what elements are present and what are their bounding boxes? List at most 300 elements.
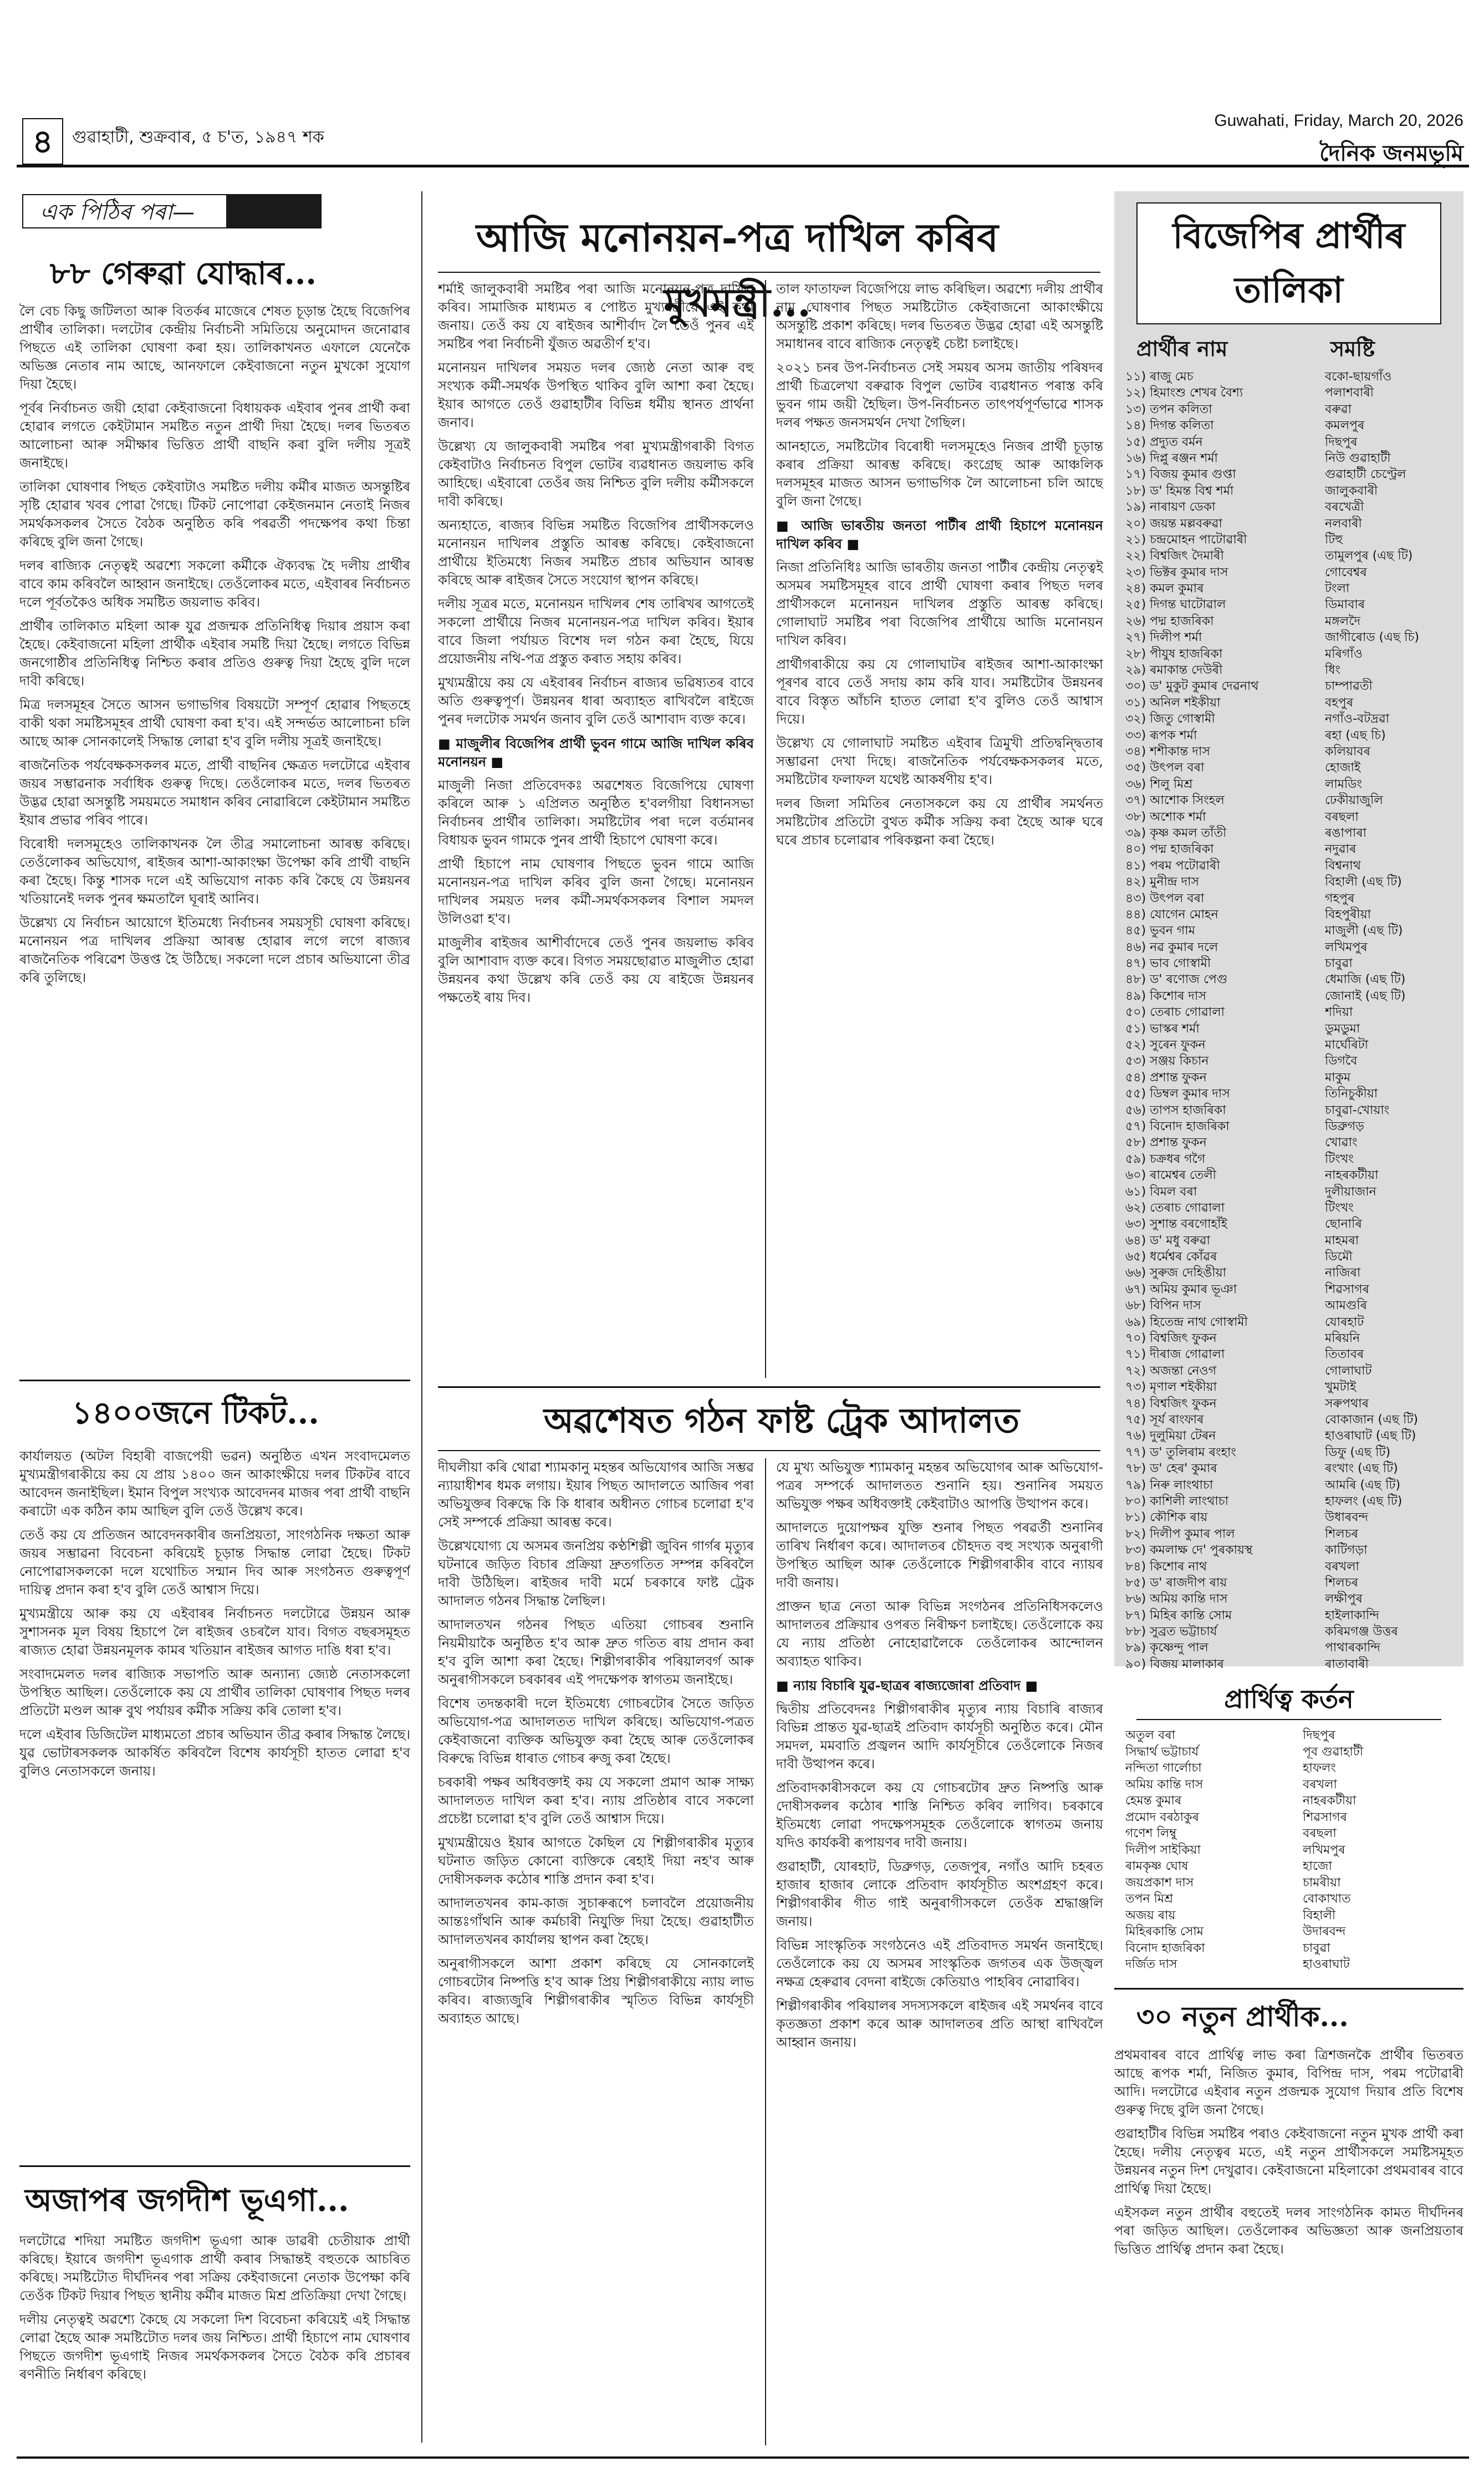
footer-rule xyxy=(17,2456,1469,2459)
newcand-body xyxy=(1114,2046,1463,2290)
dropped-name: দিলীপ সাইকিয়া xyxy=(1125,1843,1201,1857)
newcand-headline: ৩০ নতুন প্ৰাৰ্থীক... xyxy=(1136,2000,1349,2033)
paragraph: অন্যহাতে, ৰাজ্যৰ বিভিন্ন সমষ্টিত বিজেপিৰ প্ৰাৰ্থীসকলেও মনোনয়ন দাখিলৰ প্ৰস্তুতি আৰম্ভ কৰিছে। কেইবাজনো প্ৰাৰ্থীয়ে ইতিমধ্যে নিজৰ সমষ্টিত প্ৰচাৰ অভিযান আৰম্ভ কৰিছে আৰু ৰাইজৰ সৈতে সংযোগ স্থাপন কৰিছে। xyxy=(438,517,754,588)
dropped-row xyxy=(1125,1924,1458,1940)
dropped-constituency: বিহালী xyxy=(1303,1908,1336,1922)
candidate-constituency: সৰুপথাৰ xyxy=(1325,1396,1369,1411)
paragraph: প্ৰাৰ্থী হিচাপে নাম ঘোষণাৰ পিছতে ভুবন গামে আজি মনোনয়ন-পত্ৰ দাখিল কৰিব বুলি জনা গৈছে। মনোনয়ন দাখিলৰ সময়ত দলৰ কৰ্মী-সমৰ্থকসকলৰ বিশাল সমদল উলিওৱা হ'ব। xyxy=(438,856,754,927)
candidate-row xyxy=(1125,1640,1458,1656)
candidate-constituency: চাবুৱা xyxy=(1325,957,1353,971)
candidate-name: ২৮) পীযুষ হাজৰিকা xyxy=(1125,647,1223,661)
candidate-row xyxy=(1125,434,1458,450)
candidate-name: ৮৯) কৃষ্ণেন্দু পাল xyxy=(1125,1641,1208,1655)
candidate-name: ৬৪) ড' মধু বৰুৱা xyxy=(1125,1233,1210,1248)
divider xyxy=(19,2165,410,2167)
candidate-constituency: গুৱাহাটী চেণ্ট্ৰেল xyxy=(1325,467,1406,482)
dropped-constituency: বৰছলা xyxy=(1303,1827,1337,1840)
candidate-row xyxy=(1125,744,1458,760)
candidate-constituency: আমৰি (এছ টি) xyxy=(1325,1478,1401,1492)
candidate-row xyxy=(1125,1608,1458,1624)
candidate-row xyxy=(1125,1379,1458,1395)
candidate-row xyxy=(1125,939,1458,955)
candidate-constituency: হাওৰাঘাট (এছ টি) xyxy=(1325,1429,1416,1443)
dropped-row xyxy=(1125,1727,1458,1744)
candidate-name: ৩০) ড' মুকুট কুমাৰ দেৱনাথ xyxy=(1125,679,1259,694)
candidate-constituency: কাটিগড়া xyxy=(1325,1543,1368,1558)
candidate-name: ২২) বিশ্বজিৎ দৈমাৰী xyxy=(1125,549,1224,563)
paragraph: মুখ্যমন্ত্ৰীয়ে কয় যে এইবাৰৰ নিৰ্বাচন ৰাজ্যৰ ভৱিষ্যতৰ বাবে অতি গুৰুত্বপূৰ্ণ। উন্নয়নৰ ধাৰা অব্যাহত ৰাখিবলৈ ৰাইজে পুনৰ দলটোক সমৰ্থন জনাব বুলি তেওঁ আশাবাদ ব্যক্ত কৰে। xyxy=(438,675,754,727)
candidate-row xyxy=(1125,548,1458,564)
dropped-title: প্ৰাৰ্থিত্ব কৰ্তন xyxy=(1224,1684,1354,1714)
candidate-constituency: বহপুৰ xyxy=(1325,695,1354,710)
candidate-name: ৫৩) সঞ্জয় কিচান xyxy=(1125,1054,1209,1069)
dropped-name: অজয় ৰায় xyxy=(1125,1908,1176,1922)
dropped-row xyxy=(1125,1760,1458,1777)
candidate-row xyxy=(1125,1444,1458,1461)
candidate-name: ৭৭) ড' তুলিৰাম ৰংহাং xyxy=(1125,1445,1236,1459)
paragraph: দলৰ ৰাজ্যিক নেতৃত্বই অৱশ্যে সকলো কৰ্মীকে ঐক্যবদ্ধ হৈ দলীয় প্ৰাৰ্থীৰ বাবে কাম কৰিবলৈ আহ্বান জনাইছে। তেওঁলোকৰ মতে, এইবাৰৰ নিৰ্বাচনত দলে পূৰ্বতকৈও অধিক সমষ্টিত জয়লাভ কৰিব। xyxy=(19,558,410,610)
candidate-constituency: জোনাই (এছ টি) xyxy=(1325,989,1406,1003)
candidate-row xyxy=(1125,728,1458,744)
candidate-row xyxy=(1125,841,1458,857)
dropped-row xyxy=(1125,1875,1458,1891)
candidate-constituency: নলবাৰী xyxy=(1325,516,1362,531)
candidate-constituency: চাবুৱা-খোয়াং xyxy=(1325,1103,1390,1117)
paragraph: পূৰ্বৰ নিৰ্বাচনত জয়ী হোৱা কেইবাজনো বিধায়কক এইবাৰ পুনৰ প্ৰাৰ্থী কৰা হোৱাৰ লগতে কেইটামান সমষ্টিত নতুন প্ৰাৰ্থী দিয়া হৈছে। দলৰ ভিতৰত আলোচনা আৰু সমীক্ষাৰ ভিত্তিত প্ৰাৰ্থী বাছনি কৰা বুলি দলীয় সূত্ৰই জনাইছে। xyxy=(19,400,410,471)
candidate-constituency: শিৱসাগৰ xyxy=(1325,1282,1369,1296)
candidate-name: ৮৫) ড' ৰাজদীপ ৰায় xyxy=(1125,1575,1227,1590)
candidate-name: ৩২) জিতু গোস্বামী xyxy=(1125,712,1215,726)
dropped-constituency: চাবুৱা xyxy=(1303,1941,1330,1955)
candidate-name: ৬২) তেৰাচ গোৱালা xyxy=(1125,1201,1225,1215)
candidate-name: ১৪) দিগন্ত কলিতা xyxy=(1125,419,1214,433)
kicker-bar xyxy=(226,195,320,227)
candidate-name: ৪৫) ভুবন গাম xyxy=(1125,924,1195,938)
candidate-name: ২৫) দিগন্ত ঘাটোৱাল xyxy=(1125,598,1226,612)
candidate-constituency: ডিগবৈ xyxy=(1325,1054,1358,1069)
candidate-name: ৪৪) যোগেন মোহন xyxy=(1125,907,1218,922)
candidate-name: ৭৫) সূৰ্য ৰাংফাৰ xyxy=(1125,1413,1204,1427)
paragraph: মনোনয়ন দাখিলৰ সময়ত দলৰ জ্যেষ্ঠ নেতা আৰু বহু সংখ্যক কৰ্মী-সমৰ্থক উপস্থিত থাকিব বুলি আশা কৰা হৈছে। ইয়াৰ আগতে তেওঁ গুৱাহাটীৰ বিভিন্ন ধৰ্মীয় স্থানত প্ৰাৰ্থনা জনাব। xyxy=(438,360,754,430)
dropped-row xyxy=(1125,1956,1458,1973)
candidate-row xyxy=(1125,988,1458,1004)
candidate-row xyxy=(1125,711,1458,727)
dropped-row xyxy=(1125,1940,1458,1957)
story1-headline: ৮৮ গেৰুৱা যোদ্ধাৰ... xyxy=(50,255,317,292)
candidate-constituency: বিশ্বনাথ xyxy=(1325,858,1361,873)
candidate-row xyxy=(1125,1509,1458,1525)
candidate-row xyxy=(1125,1216,1458,1232)
candidate-constituency: ৰংখাং (এছ টি) xyxy=(1325,1462,1398,1476)
candidate-list xyxy=(1125,369,1458,1672)
candidate-row xyxy=(1125,1396,1458,1412)
candidate-name: ৩৩) ৰূপক শৰ্মা xyxy=(1125,728,1197,742)
candidate-row xyxy=(1125,1461,1458,1477)
candidate-constituency: ডুমডুমা xyxy=(1325,1021,1360,1036)
dropped-name: ৰামকৃষ্ণ ঘোষ xyxy=(1125,1859,1189,1873)
paragraph: বিশেষ তদন্তকাৰী দলে ইতিমধ্যে গোচৰটোৰ সৈতে জড়িত অভিযোগ-পত্ৰ আদালতত দাখিল কৰিছে। অভিযোগ-পত্ৰত কেইবাজনো ব্যক্তিক অভিযুক্ত কৰা হৈছে আৰু তেওঁলোকৰ বিৰুদ্ধে বিভিন্ন ধাৰাত গোচৰ ৰুজু কৰা হৈছে। xyxy=(438,1696,754,1766)
candidate-row xyxy=(1125,1314,1458,1330)
candidate-constituency: নাজিৰা xyxy=(1325,1266,1361,1280)
candidate-row xyxy=(1125,1656,1458,1672)
candidate-name: ৩১) অনিল শইকীয়া xyxy=(1125,695,1221,710)
candidate-row xyxy=(1125,825,1458,841)
candidate-name: ২০) জয়ন্ত মল্লবৰুৱা xyxy=(1125,516,1222,531)
candidate-name: ১২) হিমাংশু শেখৰ বৈশ্য xyxy=(1125,386,1243,400)
candidate-constituency: ৰাতাবাৰী xyxy=(1325,1657,1369,1671)
paragraph: প্ৰথমবাৰৰ বাবে প্ৰাৰ্থিত্ব লাভ কৰা ত্ৰিশজনকৈ প্ৰাৰ্থীৰ ভিতৰত আছে ৰূপক শৰ্মা, নিজিত কুমাৰ, বিপিন্দ্ৰ দাস, পৰম পটোৱাৰী আদি। দলটোৱে এইবাৰ নতুন প্ৰজন্মক সুযোগ দিয়াৰ প্ৰতি বিশেষ গুৰুত্ব দিছে বুলি জনা গৈছে। xyxy=(1114,2047,1463,2118)
paragraph: মুখ্যমন্ত্ৰীয়েও ইয়াৰ আগতে কৈছিল যে শিল্পীগৰাকীৰ মৃত্যুৰ ঘটনাত জড়িত কোনো ব্যক্তিকে ৰেহাই দিয়া নহ'ব আৰু দোষীসকলক কঠোৰ শাস্তি প্ৰদান কৰা হ'ব। xyxy=(438,1835,754,1887)
candidate-row xyxy=(1125,1249,1458,1265)
paragraph: গুৱাহাটীৰ বিভিন্ন সমষ্টিৰ পৰাও কেইবাজনো নতুন মুখক প্ৰাৰ্থী কৰা হৈছে। দলীয় নেতৃত্বৰ মতে, এই নতুন প্ৰাৰ্থীসকলে সমষ্টিসমূহত উন্নয়নৰ নতুন দিশ দেখুৱাব। কেইবাজনো মহিলাকো প্ৰথমবাৰৰ বাবে প্ৰাৰ্থিত্ব দিয়া হৈছে। xyxy=(1114,2126,1463,2196)
candidate-name: ৪৯) কিশোৰ দাস xyxy=(1125,989,1206,1003)
paragraph: আদালতে দুয়োপক্ষৰ যুক্তি শুনাৰ পিছত পৰৱৰ্তী শুনানিৰ তাৰিখ নিৰ্ধাৰণ কৰে। আদালতৰ চৌহদত বহু সংখ্যক অনুৰাগী উপস্থিত আছিল আৰু তেওঁলোকে শিল্পীগৰাকীৰ বাবে ন্যায়ৰ দাবী জনায়। xyxy=(776,1520,1103,1590)
main-headline: আজি মনোনয়ন-পত্ৰ দাখিল কৰিব মুখমন্ত্ৰী... xyxy=(476,215,998,325)
candidate-row xyxy=(1125,1526,1458,1542)
candidate-name: ৬৩) সুশান্ত বৰগোহাঁই xyxy=(1125,1217,1227,1232)
paragraph: অনুৰাগীসকলে আশা প্ৰকাশ কৰিছে যে সোনকালেই গোচৰটোৰ নিষ্পত্তি হ'ব আৰু প্ৰিয় শিল্পীগৰাকীয়ে ন্যায় লাভ কৰিব। ৰাজ্যজুৰি শিল্পীগৰাকীৰ স্মৃতিত বিভিন্ন কাৰ্যসূচী অব্যাহত আছে। xyxy=(438,1956,754,2026)
candidate-constituency: টিহু xyxy=(1325,532,1343,547)
dropped-row xyxy=(1125,1891,1458,1908)
candidate-name: ৭২) অজন্তা নেওগ xyxy=(1125,1364,1217,1378)
candidate-constituency: পাথাৰকান্দি xyxy=(1325,1641,1381,1655)
divider xyxy=(1136,1719,1441,1720)
candidate-constituency: বিহপুৰীয়া xyxy=(1325,907,1371,922)
candidate-row xyxy=(1125,1070,1458,1086)
candidate-name: ৬৯) হিতেন্দ্ৰ নাথ গোস্বামী xyxy=(1125,1315,1248,1329)
dropped-constituency: বোকাখাত xyxy=(1303,1892,1351,1906)
paragraph: আদালতখনৰ কাম-কাজ সুচাৰুৰূপে চলাবলৈ প্ৰয়োজনীয় আন্তঃগাঁথনি আৰু কৰ্মচাৰী নিযুক্তি দিয়া হৈছে। গুৱাহাটীত আদালতখনৰ কাৰ্যালয় স্থাপন কৰা হৈছে। xyxy=(438,1895,754,1947)
candidate-constituency: বোকাজান (এছ টি) xyxy=(1325,1413,1419,1427)
story3-headline: অজাপৰ জগদীশ ভূএগা... xyxy=(25,2182,349,2219)
column-rule xyxy=(421,191,422,2443)
candidate-name: ৫১) ভাস্কৰ শৰ্মা xyxy=(1125,1021,1200,1036)
candidate-row xyxy=(1125,401,1458,418)
candidate-name: ৮৮) সুব্ৰত ভট্টাচাৰ্য xyxy=(1125,1625,1217,1639)
candidate-constituency: ৰঙাপাৰা xyxy=(1325,826,1366,840)
candidate-constituency: লক্ষীপুৰ xyxy=(1325,1592,1363,1606)
dropped-name: প্ৰমোদ বৰঠাকুৰ xyxy=(1125,1810,1199,1824)
dropped-name: অতুল বৰা xyxy=(1125,1728,1175,1742)
candidate-name: ৫৮) প্ৰশান্ত ফুকন xyxy=(1125,1136,1207,1150)
masthead-rule xyxy=(17,165,1469,167)
candidate-constituency: টিংখং xyxy=(1325,1201,1354,1215)
candidate-constituency: হোজাই xyxy=(1325,761,1361,775)
paragraph: উল্লেখ্য যে নিৰ্বাচন আয়োগে ইতিমধ্যে নিৰ্বাচনৰ সময়সূচী ঘোষণা কৰিছে। মনোনয়ন পত্ৰ দাখিলৰ প্ৰক্ৰিয়া আৰম্ভ হোৱাৰ লগে লগে ৰাজ্যৰ ৰাজনৈতিক পৰিৱেশ উত্তপ্ত হৈ উঠিছে। সকলো দলে প্ৰচাৰ অভিযানো তীব্ৰ কৰি তুলিছে। xyxy=(19,915,410,985)
paragraph: শিল্পীগৰাকীৰ পৰিয়ালৰ সদস্যসকলে ৰাইজৰ এই সমৰ্থনৰ বাবে কৃতজ্ঞতা প্ৰকাশ কৰে আৰু আদালতৰ প্ৰতি আস্থা ৰাখিবলৈ আহ্বান জনায়। xyxy=(776,1998,1103,2050)
candidate-name: ১১) ৰাজু মেচ xyxy=(1125,370,1194,384)
dropped-constituency: হাজো xyxy=(1303,1859,1332,1873)
candidate-row xyxy=(1125,516,1458,532)
candidate-row xyxy=(1125,499,1458,515)
candidate-name: ৫২) সুৰেন ফুকন xyxy=(1125,1038,1206,1052)
candidate-name: ৭৯) নিৰু লাংথাচা xyxy=(1125,1478,1213,1492)
candidate-constituency: কৰিমগঞ্জ উত্তৰ xyxy=(1325,1625,1398,1639)
candidate-constituency: হাইলাকান্দি xyxy=(1325,1608,1379,1622)
paragraph: শৰ্মাই জালুকবাৰী সমষ্টিৰ পৰা আজি মনোনয়ন-পত্ৰ দাখিল কৰিব। সামাজিক মাধ্যমত ৰ পোষ্টত মুখ্যমন্ত্ৰীয়ে এই কথা জনায়। তেওঁ কয় যে ৰাইজৰ আশীৰ্বাদ লৈ তেওঁ পুনৰ এই সমষ্টিৰ পৰা নিৰ্বাচনী যুঁজত অৱতীৰ্ণ হ'ব। xyxy=(438,281,754,352)
paragraph: এইসকল নতুন প্ৰাৰ্থীৰ বহুতেই দলৰ সাংগঠনিক কামত দীৰ্ঘদিনৰ পৰা জড়িত আছিল। তেওঁলোকৰ অভিজ্ঞতা আৰু জনপ্ৰিয়তাৰ ভিত্তিত প্ৰাৰ্থিত্ব প্ৰদান কৰা হৈছে। xyxy=(1114,2205,1463,2257)
candidate-name: ৪৬) নৱ কুমাৰ দলে xyxy=(1125,940,1218,954)
candidate-row xyxy=(1125,1053,1458,1069)
dropped-constituency: হাওৰাঘাট xyxy=(1303,1957,1350,1971)
candidate-name: ৩৬) শিলু মিশ্ৰ xyxy=(1125,777,1193,791)
candidate-name: ২৭) দিলীপ শৰ্মা xyxy=(1125,630,1202,645)
candidate-constituency: নাহৰকটীয়া xyxy=(1325,1168,1379,1183)
candidate-constituency: লামডিং xyxy=(1325,777,1362,791)
candidate-row xyxy=(1125,418,1458,434)
paper-name: দৈনিক জনমভূমি xyxy=(1319,141,1463,166)
candidate-row xyxy=(1125,809,1458,825)
paragraph: মাজুলীৰ ৰাইজৰ আশীৰ্বাদেৰে তেওঁ পুনৰ জয়লাভ কৰিব বুলি আশাবাদ ব্যক্ত কৰে। বিগত সময়ছোৱাত মাজুলীত হোৱা উন্নয়নৰ কথা উল্লেখ কৰি তেওঁ কয় যে ৰাইজে উন্নয়নৰ পক্ষতেই ৰায় দিব। xyxy=(438,935,754,1005)
dropped-row xyxy=(1125,1809,1458,1826)
candidate-name: ৩৮) অশোক শৰ্মা xyxy=(1125,810,1206,824)
divider xyxy=(19,1380,410,1381)
candidate-constituency: খুমটাই xyxy=(1325,1380,1356,1395)
candidate-name: ৮৬) অমিয় কান্তি দাস xyxy=(1125,1592,1228,1606)
candidate-constituency: মঙ্গলদৈ xyxy=(1325,614,1360,628)
candidate-constituency: কলিয়াবৰ xyxy=(1325,744,1371,759)
candidate-name: ২৬) পদ্ম হাজৰিকা xyxy=(1125,614,1214,628)
second-headline: অৱশেষত গঠন ফাষ্ট ট্ৰেক আদালত xyxy=(544,1400,1019,1441)
candidate-constituency: আমগুৰি xyxy=(1325,1299,1368,1313)
candidate-name: ৫৬) তাপস হাজৰিকা xyxy=(1125,1103,1226,1117)
paragraph: দলৰ জিলা সমিতিৰ নেতাসকলে কয় যে প্ৰাৰ্থীৰ সমৰ্থনত সমষ্টিটোৰ প্ৰতিটো বুথত কৰ্মীক সক্ৰিয় কৰা হৈছে আৰু ঘৰে ঘৰে প্ৰচাৰ চলোৱাৰ পৰিকল্পনা কৰা হৈছে। xyxy=(776,796,1103,848)
candidate-name: ৭০) বিশ্বজিৎ ফুকন xyxy=(1125,1331,1217,1346)
candidate-constituency: উধাৰবন্দ xyxy=(1325,1510,1369,1525)
paragraph: তাল ফাতাফল বিজেপিয়ে লাভ কৰিছিল। অৱশ্যে দলীয় প্ৰাৰ্থীৰ নাম ঘোষণাৰ পিছত সমষ্টিটোত কেইবাজনো আকাংক্ষীয়ে অসন্তুষ্টি প্ৰকাশ কৰিছে। দলৰ ভিতৰত উদ্ভৱ হোৱা এই অসন্তুষ্টি সমাধানৰ বাবে ৰাজ্যিক নেতৃত্বই চেষ্টা চলাইছে। xyxy=(776,281,1103,352)
candidate-constituency: শিলচৰ xyxy=(1325,1575,1358,1590)
candidate-row xyxy=(1125,483,1458,499)
candidate-name: ৫৯) চক্ৰধৰ গগৈ xyxy=(1125,1152,1206,1166)
candidate-row xyxy=(1125,1330,1458,1346)
paragraph: দলে এইবাৰ ডিজিটেল মাধ্যমতো প্ৰচাৰ অভিযান তীব্ৰ কৰাৰ সিদ্ধান্ত লৈছে। যুৱ ভোটাৰসকলক আকৰ্ষিত কৰিবলৈ বিশেষ কাৰ্যসূচী হাতত লোৱা হ'ব বুলিও নেতাসকলে জনায়। xyxy=(19,1727,410,1779)
dropped-name: তপন মিশ্ৰ xyxy=(1125,1892,1174,1906)
candidate-name: ৭৩) মৃণাল শইকীয়া xyxy=(1125,1380,1217,1395)
dropped-constituency: বৰখলা xyxy=(1303,1777,1337,1792)
candidate-constituency: বৰছলা xyxy=(1325,810,1359,824)
dropped-constituency: উদাৰবন্দ xyxy=(1303,1925,1346,1939)
candidate-row xyxy=(1125,1559,1458,1575)
candidate-row xyxy=(1125,450,1458,466)
candidate-row xyxy=(1125,1575,1458,1591)
masthead xyxy=(17,108,1469,169)
candidate-name: ৮৩) কমলাক্ষ দে' পুৰকায়স্থ xyxy=(1125,1543,1253,1558)
paragraph: তালিকা ঘোষণাৰ পিছত কেইবাটাও সমষ্টিত দলীয় কৰ্মীৰ মাজত অসন্তুষ্টিৰ সৃষ্টি হোৱাৰ খবৰ পোৱা গৈছে। টিকট নোপোৱা কেইজনমান নেতাই নিজৰ সমৰ্থকসকলৰ সৈতে বৈঠক অনুষ্ঠিত কৰি পৰৱৰ্তী পদক্ষেপৰ কথা চিন্তা কৰিছে বুলি জনা গৈছে। xyxy=(19,479,410,550)
date-english: Guwahati, Friday, March 20, 2026 xyxy=(1214,111,1463,130)
candidate-row xyxy=(1125,564,1458,581)
candidate-row xyxy=(1125,955,1458,971)
candidate-row xyxy=(1125,532,1458,548)
divider xyxy=(1114,1988,1463,1990)
candidate-constituency: দিছপুৰ xyxy=(1325,435,1358,449)
candidate-constituency: টংলা xyxy=(1325,582,1350,596)
dropped-name: সিদ্ধাৰ্থ ভট্টাচাৰ্য xyxy=(1125,1744,1199,1759)
candidate-name: ৫৭) বিনোদ হাজৰিকা xyxy=(1125,1119,1230,1133)
candidate-row xyxy=(1125,1346,1458,1362)
candidate-name: ৪১) পৰম পটোৱাৰী xyxy=(1125,858,1220,873)
paragraph: উল্লেখ্য যে গোলাঘাট সমষ্টিত এইবাৰ ত্ৰিমুখী প্ৰতিদ্বন্দ্বিতাৰ সম্ভাৱনা দেখা দিছে। ৰাজনৈতিক পৰ্যবেক্ষকসকলৰ মতে, সমষ্টিটোৰ ফলাফল যথেষ্ট আকৰ্ষণীয় হ'ব। xyxy=(776,735,1103,787)
candidate-row xyxy=(1125,1542,1458,1558)
candidate-row xyxy=(1125,629,1458,645)
dropped-name: অমিয় কান্তি দাস xyxy=(1125,1777,1203,1792)
candidate-constituency: বিহালী (এছ টি) xyxy=(1325,875,1402,889)
kicker-box xyxy=(22,194,322,228)
candidate-row xyxy=(1125,1428,1458,1444)
dropped-constituency: নাহৰকটীয়া xyxy=(1303,1794,1356,1808)
paragraph: প্ৰাৰ্থীগৰাকীয়ে কয় যে গোলাঘাটৰ ৰাইজৰ আশা-আকাংক্ষা পূৰণৰ বাবে তেওঁ সদায় কাম কৰি যাব। সমষ্টিটোৰ উন্নয়নৰ বাবে বিস্তৃত আঁচনি হাতত লোৱা হ'ব বুলিও তেওঁ আশ্বাস দিয়ে। xyxy=(776,657,1103,727)
dropped-name: নন্দিতা গাৰ্লোচা xyxy=(1125,1761,1202,1775)
candidate-name: ৮০) কাশিলী লাংথাচা xyxy=(1125,1494,1229,1508)
candidate-constituency: হাফলং (এছ টি) xyxy=(1325,1494,1403,1508)
paragraph: দলটোৱে শদিয়া সমষ্টিত জগদীশ ভূএগা আৰু ডাৱৰী চেতীয়াক প্ৰাৰ্থী কৰিছে। ইয়াৰে জগদীশ ভূএগাক প্ৰাৰ্থী কৰাৰ সিদ্ধান্তই বহুতকে আচৰিত কৰিছে। সমষ্টিটোত দীৰ্ঘদিনৰ পৰা সক্ৰিয় কেইবাজনো নেতাক উপেক্ষা কৰি তেওঁক টিকট দিয়াৰ পিছত স্থানীয় কৰ্মীৰ মাজত মিশ্ৰ প্ৰতিক্ৰিয়া দেখা গৈছে। xyxy=(19,2233,410,2303)
candidate-row xyxy=(1125,1102,1458,1118)
candidate-row xyxy=(1125,1281,1458,1298)
candidate-constituency: ধেমাজি (এছ টি) xyxy=(1325,973,1406,987)
paragraph: গুৱাহাটী, যোৰহাট, ডিব্ৰুগড়, তেজপুৰ, নগাঁও আদি চহৰত হাজাৰ হাজাৰ লোকে প্ৰতিবাদ কাৰ্যসূচীত অংশগ্ৰহণ কৰে। শিল্পীগৰাকীৰ গীত গাই অনুৰাগীসকলে তেওঁক শ্ৰদ্ধাঞ্জলি জনায়। xyxy=(776,1859,1103,1929)
dropped-constituency: চামৰীয়া xyxy=(1303,1875,1341,1890)
dropped-name: হেমন্ত কুমাৰ xyxy=(1125,1794,1182,1808)
paragraph: মাজুলী নিজা প্ৰতিবেদকঃ অৱশেষত বিজেপিয়ে ঘোষণা কৰিলে আৰু ১ এপ্ৰিলত অনুষ্ঠিত হ'বলগীয়া বিধানসভা নিৰ্বাচনৰ প্ৰাৰ্থীৰ তালিকা। সমষ্টিটোৰ পৰা দলে বৰ্তমানৰ বিধায়ক ভুবন গামকে পুনৰ প্ৰাৰ্থী হিচাপে ঘোষণা কৰে। xyxy=(438,777,754,848)
paragraph: আদালতখন গঠনৰ পিছত এতিয়া গোচৰৰ শুনানি নিয়মীয়াকৈ অনুষ্ঠিত হ'ব আৰু দ্ৰুত গতিত ৰায় প্ৰদান কৰা হ'ব বুলি আশা কৰা হৈছে। শিল্পীগৰাকীৰ পৰিয়ালবৰ্গ আৰু অনুৰাগীসকলে চৰকাৰৰ এই পদক্ষেপক স্বাগতম জনাইছে। xyxy=(438,1617,754,1687)
candidate-constituency: মাজুলী (এছ টি) xyxy=(1325,924,1403,938)
candidate-constituency: তামুলপুৰ (এছ টি) xyxy=(1325,549,1413,563)
column-rule xyxy=(765,1458,766,2445)
candidate-constituency: মৰিগাঁও xyxy=(1325,647,1363,661)
candidate-name: ২৩) ভিক্টৰ কুমাৰ দাস xyxy=(1125,565,1228,579)
candidate-name: ৬৫) ধৰ্মেশ্বৰ কোঁৱৰ xyxy=(1125,1250,1217,1264)
dropped-name: মিহিৰকান্তি সোম xyxy=(1125,1925,1204,1939)
dropped-row xyxy=(1125,1908,1458,1924)
candidate-list-title: বিজেপিৰ প্ৰাৰ্থীৰ তালিকা xyxy=(1136,202,1441,324)
candidate-row xyxy=(1125,923,1458,939)
paragraph: দলীয় সূত্ৰৰ মতে, মনোনয়ন দাখিলৰ শেষ তাৰিখৰ আগতেই সকলো প্ৰাৰ্থীয়ে নিজৰ মনোনয়ন-পত্ৰ দাখিল কৰিব। ইয়াৰ বাবে জিলা পৰ্যায়ত বিশেষ দল গঠন কৰা হৈছে, যিয়ে প্ৰয়োজনীয় নথি-পত্ৰ প্ৰস্তুত কৰাত সহায় কৰিব। xyxy=(438,596,754,667)
dropped-name: বিনোদ হাজৰিকা xyxy=(1125,1941,1205,1955)
candidate-row xyxy=(1125,1086,1458,1102)
dropped-box xyxy=(1114,1680,1463,2296)
candidate-name: ৩৪) শশীকান্ত দাস xyxy=(1125,744,1210,759)
candidate-constituency: চাম্পাৱতী xyxy=(1325,679,1373,694)
dropped-list xyxy=(1125,1727,1458,1973)
candidate-row xyxy=(1125,385,1458,401)
candidate-constituency: দুলীয়াজান xyxy=(1325,1184,1376,1199)
kicker-text: এক পিঠিৰ পৰা— xyxy=(40,200,195,225)
candidate-name: ৩৯) কৃষ্ণ কমল তাঁতী xyxy=(1125,826,1227,840)
dropped-constituency: লখিমপুৰ xyxy=(1303,1843,1345,1857)
candidate-name: ১৬) দিপ্লু ৰঞ্জন শৰ্মা xyxy=(1125,451,1218,465)
candidate-name: ২৪) কমল কুমাৰ xyxy=(1125,582,1204,596)
candidate-row xyxy=(1125,581,1458,597)
candidate-name: ৭৬) দুলুমিয়া টেৰন xyxy=(1125,1429,1216,1443)
paragraph: নিজা প্ৰতিনিধিঃ আজি ভাৰতীয় জনতা পাৰ্টীৰ কেন্দ্ৰীয় নেতৃত্বই অসমৰ সমষ্টিসমূহৰ বাবে প্ৰাৰ্থী ঘোষণা কৰাৰ পিছত দলৰ প্ৰাৰ্থীসকলে মনোনয়ন দাখিলৰ প্ৰস্তুতি আৰম্ভ কৰিছে। গোলাঘাট সমষ্টিৰ পৰা বিজেপিৰ প্ৰাৰ্থীয়ে আজি মনোনয়ন দাখিল কৰিব। xyxy=(776,559,1103,648)
candidate-row xyxy=(1125,1184,1458,1200)
center-col-b xyxy=(776,280,1103,1383)
center-col-a xyxy=(438,280,754,1383)
story3-body xyxy=(19,2232,410,2448)
candidate-name: ৬৮) বিপিন দাস xyxy=(1125,1299,1201,1313)
candidate-name: ৮২) দিলীপ কুমাৰ পাল xyxy=(1125,1527,1235,1541)
candidate-name: ১৩) তপন কলিতা xyxy=(1125,402,1212,416)
candidate-row xyxy=(1125,662,1458,678)
candidate-name: ৫০) তেৰাচ গোৱালা xyxy=(1125,1005,1225,1020)
paragraph: যে মুখ্য অভিযুক্ত শ্যামকানু মহন্তৰ অভিযোগৰ আৰু অভিযোগ-পত্ৰৰ সম্পৰ্কে আদালতত শুনানি হয়। শুনানিৰ সময়ত অভিযুক্ত পক্ষৰ অধিবক্তাই কেইবাটাও আপত্তি উত্থাপন কৰে। xyxy=(776,1459,1103,1512)
paragraph: ২০২১ চনৰ উপ-নিৰ্বাচনত সেই সময়ৰ অসম জাতীয় পৰিষদৰ প্ৰাৰ্থী চিত্ৰলেখা বৰুৱাক বিপুল ভোটৰ ব্যৱধানত পৰাস্ত কৰি ভুবন গাম জয়ী হৈছিল। উপ-নিৰ্বাচনত তাৎপৰ্যপূৰ্ণভাৱে শাসক দলৰ পক্ষত জনসমৰ্থন দেখা গৈছিল। xyxy=(776,360,1103,430)
candidate-name: ২১) চন্দ্ৰমোহন পাটোৱাৰী xyxy=(1125,532,1247,547)
candidate-name: ৯০) বিজয় মালাকাৰ xyxy=(1125,1657,1224,1671)
candidate-name: ৭৮) ড' হেৰ' কুমাৰ xyxy=(1125,1462,1217,1476)
dropped-constituency: দিছপুৰ xyxy=(1303,1728,1335,1742)
candidate-row xyxy=(1125,1265,1458,1281)
candidate-row xyxy=(1125,678,1458,694)
candidate-constituency: তিনিচুকীয়া xyxy=(1325,1087,1378,1101)
candidate-row xyxy=(1125,1363,1458,1379)
candidate-list-box xyxy=(1114,191,1463,1671)
candidate-row xyxy=(1125,891,1458,907)
candidate-row xyxy=(1125,597,1458,613)
candidate-constituency: বৰখলা xyxy=(1325,1559,1359,1574)
candidate-name: ১৭) বিজয় কুমাৰ গুপ্তা xyxy=(1125,467,1236,482)
paragraph: আনহাতে, সমষ্টিটোৰ বিৰোধী দলসমূহেও নিজৰ প্ৰাৰ্থী চূড়ান্ত কৰাৰ প্ৰক্ৰিয়া আৰম্ভ কৰিছে। কংগ্ৰেছ আৰু আঞ্চলিক দলসমূহৰ মাজত আসন ভগাভগিক লৈ আলোচনা চলি আছে বুলি জনা গৈছে। xyxy=(776,439,1103,509)
candidate-constituency: শিলচৰ xyxy=(1325,1527,1358,1541)
dropped-constituency: হাফলং xyxy=(1303,1761,1336,1775)
candidate-constituency: টিংখং xyxy=(1325,1152,1354,1166)
candidate-constituency: ছোনাৰি xyxy=(1325,1217,1362,1232)
paragraph: উল্লেখ্য যে জালুকবাৰী সমষ্টিৰ পৰা মুখ্যমন্ত্ৰীগৰাকী বিগত কেইবাটাও নিৰ্বাচনত বিপুল ভোটৰ ব্যৱধানত জয়লাভ কৰি আহিছে। এইবাৰো তেওঁৰ জয় নিশ্চিত বুলি দলীয় কৰ্মীসকলে দাবী কৰিছে। xyxy=(438,439,754,509)
candidate-row xyxy=(1125,1037,1458,1053)
candidate-constituency: গোলাঘাট xyxy=(1325,1364,1372,1378)
candidate-name: ৪৭) ভাব গোস্বামী xyxy=(1125,957,1211,971)
date-local: গুৱাহাটী, শুক্রবাৰ, ৫ চ'ত, ১৯৪৭ শক xyxy=(72,128,324,147)
candidate-name: ৬০) ৰামেশ্বৰ তেলী xyxy=(1125,1168,1217,1183)
candidate-constituency: নিউ গুৱাহাটী xyxy=(1325,451,1391,465)
dropped-name: জয়প্ৰকাশ দাস xyxy=(1125,1875,1194,1890)
candidate-constituency: খোৱাং xyxy=(1325,1136,1358,1150)
candidate-row xyxy=(1125,1591,1458,1607)
candidate-row xyxy=(1125,1004,1458,1020)
candidate-constituency: শদিয়া xyxy=(1325,1005,1353,1020)
candidate-row xyxy=(1125,792,1458,808)
candidate-constituency: ধিং xyxy=(1325,663,1341,678)
subheading: ■ আজি ভাৰতীয় জনতা পাৰ্টীৰ প্ৰাৰ্থী হিচাপে মনোনয়ন দাখিল কৰিব ■ xyxy=(776,517,1103,552)
candidate-row xyxy=(1125,695,1458,711)
candidate-name: ১৫) প্ৰদ্যুত বৰ্মন xyxy=(1125,435,1203,449)
candidate-constituency: পলাশবাৰী xyxy=(1325,386,1374,400)
candidate-row xyxy=(1125,1624,1458,1640)
candidate-row xyxy=(1125,1477,1458,1493)
candidate-row xyxy=(1125,907,1458,923)
column-header-name: প্ৰাৰ্থীৰ নাম xyxy=(1136,336,1228,361)
story1-body xyxy=(19,302,410,1372)
candidate-constituency: ৰহা (এছ চি) xyxy=(1325,728,1386,742)
paragraph: মুখ্যমন্ত্ৰীয়ে আৰু কয় যে এইবাৰৰ নিৰ্বাচনত দলটোৱে উন্নয়ন আৰু সুশাসনক মূল বিষয় হিচাপে লৈ ৰাইজৰ ওচৰলৈ যাব। বিগত বছৰসমূহত ৰাজ্যত হোৱা উন্নয়নমূলক কামৰ খতিয়ান ৰাইজৰ আগত দাঙি ধৰা হ'ব। xyxy=(19,1606,410,1658)
candidate-name: ৩৫) উৎপল বৰা xyxy=(1125,761,1205,775)
candidate-row xyxy=(1125,466,1458,482)
candidate-name: ১৯) নাৰায়ণ ডেকা xyxy=(1125,500,1216,515)
dropped-row xyxy=(1125,1825,1458,1842)
candidate-row xyxy=(1125,1118,1458,1135)
dropped-row xyxy=(1125,1858,1458,1875)
candidate-constituency: তিতাবৰ xyxy=(1325,1347,1364,1362)
candidate-name: ৪৮) ড' ৰণোজ পেগু xyxy=(1125,973,1228,987)
candidate-name: ৩৭) আশোক সিংহল xyxy=(1125,793,1225,808)
paragraph: প্ৰতিবাদকাৰীসকলে কয় যে গোচৰটোৰ দ্ৰুত নিষ্পত্তি আৰু দোষীসকলৰ কঠোৰ শাস্তি নিশ্চিত কৰিব লাগিব। চৰকাৰে ইতিমধ্যে লোৱা পদক্ষেপসমূহক তেওঁলোকে স্বাগতম জনায় যদিও কাৰ্যকৰী ৰূপায়ণৰ দাবী জনায়। xyxy=(776,1780,1103,1850)
candidate-constituency: কমলপুৰ xyxy=(1325,419,1365,433)
paragraph: চৰকাৰী পক্ষৰ অধিবক্তাই কয় যে সকলো প্ৰমাণ আৰু সাক্ষ্য আদালতত দাখিল কৰা হ'ব। ন্যায় প্ৰতিষ্ঠাৰ বাবে সকলো প্ৰচেষ্টা চলোৱা হ'ব বুলি তেওঁ আশ্বাস দিয়ে। xyxy=(438,1774,754,1827)
paragraph: বিৰোধী দলসমূহেও তালিকাখনক লৈ তীব্ৰ সমালোচনা আৰম্ভ কৰিছে। তেওঁলোকৰ অভিযোগ, ৰাইজৰ আশা-আকাংক্ষা উপেক্ষা কৰি প্ৰাৰ্থী বাছনি কৰা হৈছে। কিন্তু শাসক দলে এই অভিযোগ নাকচ কৰি কৈছে যে উন্নয়নৰ খতিয়ানেই দলক পুনৰ ক্ষমতালৈ ঘূৰাই আনিব। xyxy=(19,836,410,907)
candidate-name: ৫৪) প্ৰশান্ত ফুকন xyxy=(1125,1070,1207,1085)
candidate-row xyxy=(1125,1233,1458,1249)
candidate-name: ৬৭) অমিয় কুমাৰ ভূঞা xyxy=(1125,1282,1237,1296)
candidate-constituency: নগাঁও-বটদ্ৰৱা xyxy=(1325,712,1390,726)
